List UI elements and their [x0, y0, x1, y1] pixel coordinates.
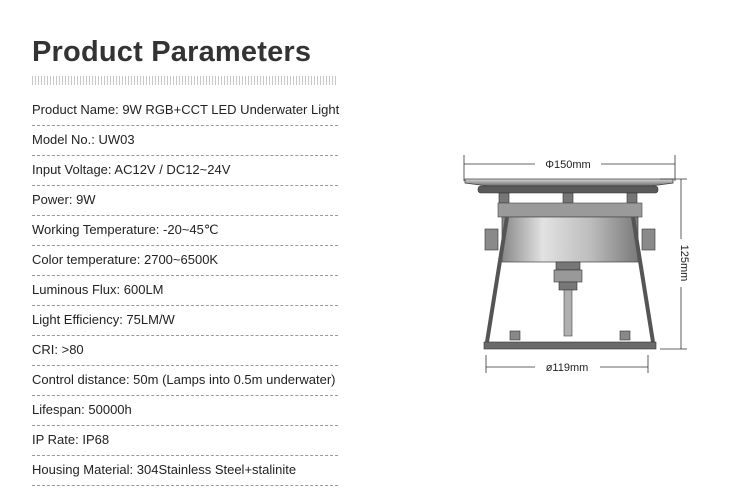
- top-diameter-label: Φ150mm: [545, 159, 591, 171]
- param-color-temperature: Color temperature: 2700~6500K: [32, 246, 338, 276]
- height-dimension: [660, 179, 690, 349]
- top-diameter-dimension: [464, 155, 675, 181]
- param-working-temperature: Working Temperature: -20~45℃: [32, 216, 338, 246]
- bottom-diameter-dimension: [486, 355, 648, 374]
- param-power: Power: 9W: [32, 186, 338, 216]
- param-ip-rate: IP Rate: IP68: [32, 426, 338, 456]
- bottom-diameter-label: ø119mm: [545, 362, 589, 374]
- base-plate: [484, 342, 656, 349]
- param-light-efficiency: Light Efficiency: 75LM/W: [32, 306, 338, 336]
- cable-gland: [554, 262, 582, 336]
- product-dimension-drawing: [455, 145, 705, 385]
- parameter-list: [32, 96, 338, 486]
- param-cri: CRI: >80: [32, 336, 338, 366]
- param-lifespan: Lifespan: 50000h: [32, 396, 338, 426]
- param-luminous-flux: Luminous Flux: 600LM: [32, 276, 338, 306]
- param-model-no: Model No.: UW03: [32, 126, 338, 156]
- title-underline: [32, 76, 338, 85]
- page-title: Product Parameters: [32, 36, 312, 68]
- param-product-name: Product Name: 9W RGB+CCT LED Underwater Light: [32, 96, 338, 126]
- lamp-head: [465, 179, 673, 203]
- height-label: 125mm: [678, 244, 690, 282]
- param-housing-material: Housing Material: 304Stainless Steel+stalinite: [32, 456, 338, 486]
- param-input-voltage: Input Voltage: AC12V / DC12~24V: [32, 156, 338, 186]
- param-control-distance: Control distance: 50m (Lamps into 0.5m underwater): [32, 366, 338, 396]
- lamp-body: [485, 203, 655, 262]
